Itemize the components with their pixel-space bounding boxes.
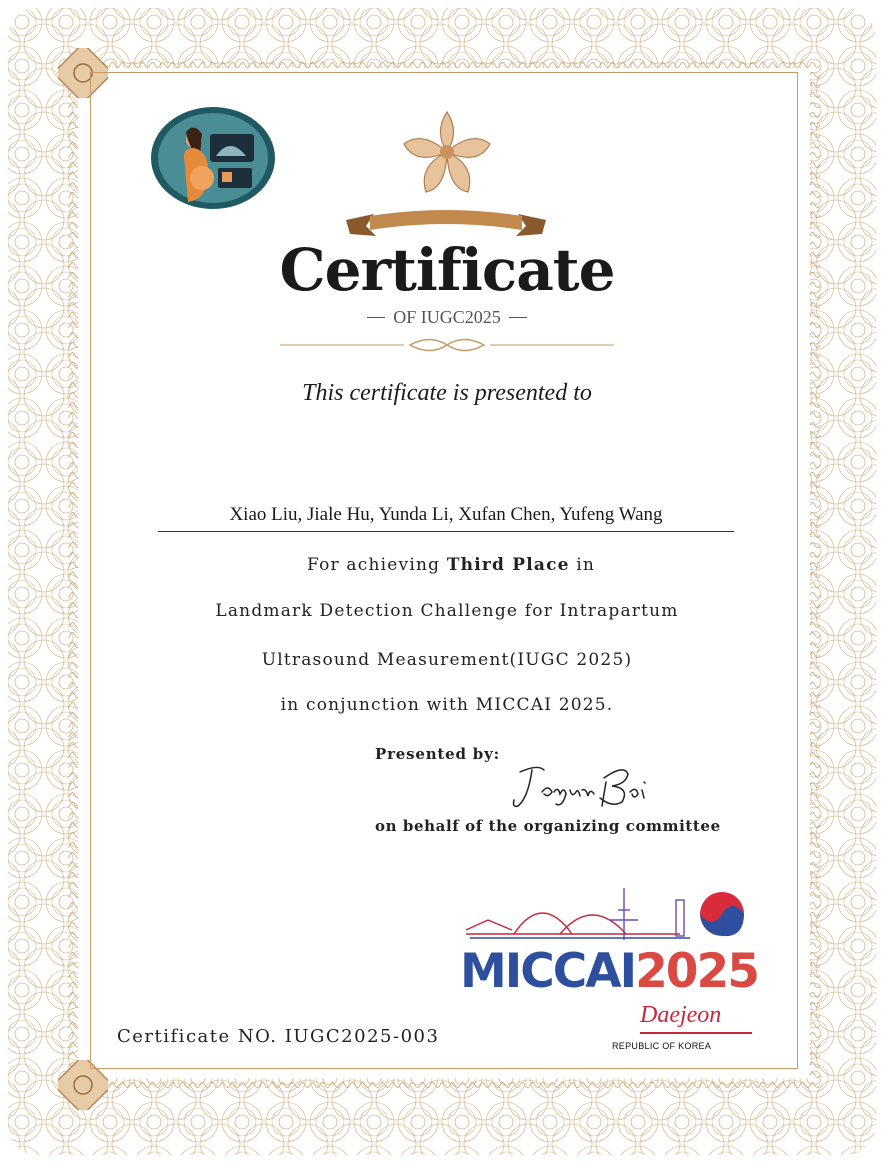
challenge-line-2: Ultrasound Measurement(IUGC 2025) [261,650,633,670]
country-text [612,1041,711,1051]
certificate-subtitle-row [280,305,614,329]
dash-right [509,317,527,318]
conjunction-line: in conjunction with MICCAI 2025. [280,695,614,715]
daejeon-underline [640,1032,752,1034]
achievement-line [245,555,767,575]
miccai-name: MICCAI [460,944,636,999]
daejeon-text: Daejeon [640,1002,722,1028]
lotus-emblem [398,108,496,196]
iugc-logo [150,106,276,210]
miccai-wordmark [460,944,758,999]
certificate-number: Certificate NO. IUGC2025-003 [117,1026,440,1047]
ornamental-divider [280,334,614,356]
challenge-line-1: Landmark Detection Challenge for Intrapartum [215,601,679,621]
dash-left [367,317,385,318]
miccai-year: 2025 [635,944,758,999]
certificate-subtitle: OF IUGC2025 [393,306,501,327]
achievement-prefix: For achieving [307,555,441,575]
presented-to-text: This certificate is presented to [302,380,592,406]
recipient-names: Xiao Liu, Jiale Hu, Yunda Li, Xufan Chen, Yufeng Wang [158,504,734,532]
country-right: OF KOREA [662,1041,712,1051]
handwritten-signature [508,758,658,818]
country-left: REPUBLIC [612,1041,660,1051]
achievement-rank: Third Place [446,555,570,575]
certificate-title: Certificate [279,236,615,304]
achievement-suffix: in [576,555,596,575]
presented-by-label: Presented by: [375,745,500,763]
behalf-text: on behalf of the organizing committee [375,817,721,835]
